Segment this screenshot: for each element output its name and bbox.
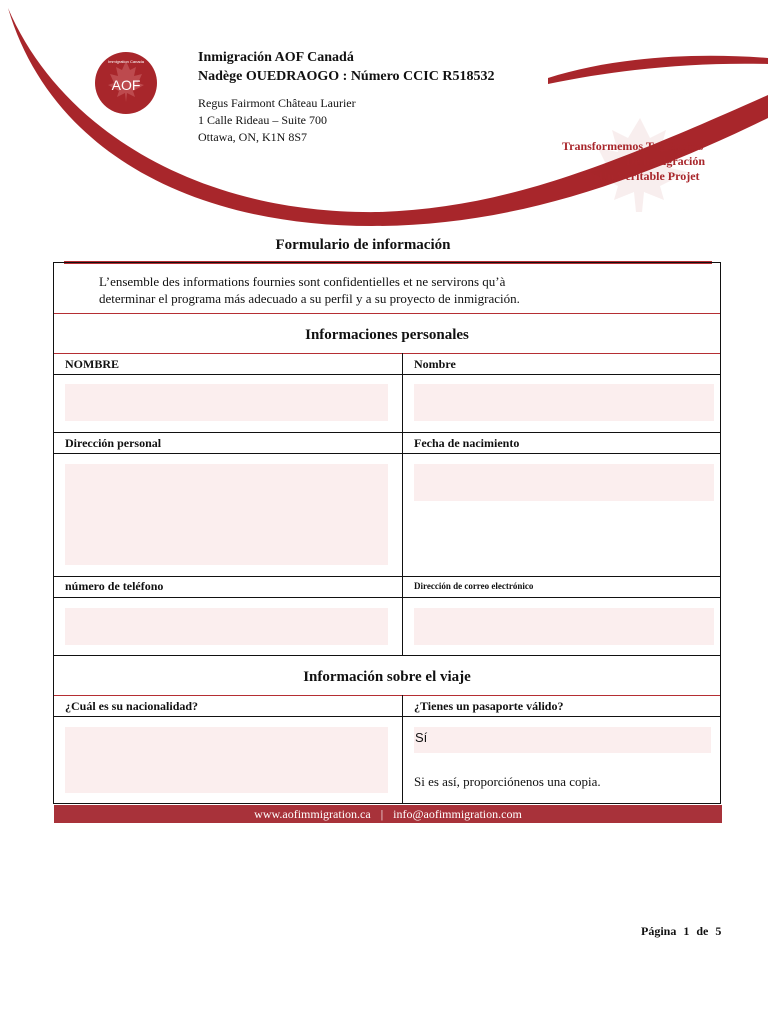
address-field[interactable]: [65, 464, 388, 565]
address-line: 1 Calle Rideau – Suite 700: [198, 113, 327, 127]
footer-separator: |: [380, 807, 384, 821]
passport-value: Sí: [415, 730, 428, 745]
intro-text: [99, 273, 699, 307]
divider: [54, 716, 720, 717]
divider: [54, 313, 720, 314]
divider: [54, 695, 720, 696]
aof-logo: [95, 52, 157, 114]
divider: [54, 597, 720, 598]
tagline-line: En Un Véritable Projet: [581, 169, 700, 183]
consultant-name: Nadège OUEDRAOGO : Número CCIC R518532: [198, 69, 495, 84]
surname-field[interactable]: [65, 384, 388, 421]
footer-bar: [54, 805, 722, 823]
address-line: Ottawa, ON, K1N 8S7: [198, 130, 307, 144]
address-line: Regus Fairmont Château Laurier: [198, 96, 356, 110]
travel-section-title: Información sobre el viaje: [303, 669, 471, 685]
org-name: Inmigración AOF Canadá: [198, 50, 354, 65]
website-link[interactable]: www.aofimmigration.ca: [254, 807, 371, 821]
passport-note: Si es así, proporciónenos una copia.: [414, 774, 601, 789]
page-total: 5: [715, 924, 722, 938]
intro-line: L’ensemble des informations fournies sont confidentielles et ne servirons qu’à: [99, 274, 506, 289]
divider: [54, 655, 720, 656]
divider: [54, 353, 720, 354]
nationality-field[interactable]: [65, 727, 388, 793]
tagline-line: Transformemos Tus Sueños: [562, 139, 704, 153]
birthdate-label: Fecha de nacimiento: [414, 436, 520, 450]
svg-text:Immigration Canada: Immigration Canada: [107, 59, 145, 64]
divider: [54, 432, 720, 433]
phone-field[interactable]: [65, 608, 388, 645]
page-label: Página: [641, 924, 677, 938]
svg-text:AOF: AOF: [111, 77, 141, 93]
phone-label: número de teléfono: [65, 579, 164, 593]
form-frame: [53, 262, 721, 804]
form-title: Formulario de información: [275, 237, 451, 253]
organization-block: [198, 48, 494, 146]
address-label: Dirección personal: [65, 436, 162, 450]
birthdate-field[interactable]: [414, 464, 714, 501]
intro-line: determinar el programa más adecuado a su perfil y a su proyecto de inmigración.: [99, 291, 520, 306]
email-field[interactable]: [414, 608, 714, 645]
column-divider: [402, 353, 403, 655]
surname-label: NOMBRE: [65, 357, 119, 371]
divider: [54, 453, 720, 454]
name-field[interactable]: [414, 384, 714, 421]
personal-section-title: Informaciones personales: [305, 327, 469, 343]
page-of: de: [696, 924, 709, 938]
divider: [54, 374, 720, 375]
address-block: [198, 95, 494, 146]
page-number: [641, 924, 725, 939]
divider: [54, 576, 720, 577]
nationality-label: ¿Cuál es su nacionalidad?: [65, 699, 199, 713]
tagline-line: De inmigración: [626, 154, 705, 168]
page-current: 1: [683, 924, 690, 938]
email-link[interactable]: info@aofimmigration.com: [393, 807, 522, 821]
passport-label: ¿Tienes un pasaporte válido?: [414, 699, 564, 713]
passport-field[interactable]: [414, 727, 711, 753]
name-label: Nombre: [414, 357, 456, 371]
email-label: Dirección de correo electrónico: [414, 581, 534, 591]
column-divider: [402, 695, 403, 803]
tagline: [562, 139, 712, 184]
